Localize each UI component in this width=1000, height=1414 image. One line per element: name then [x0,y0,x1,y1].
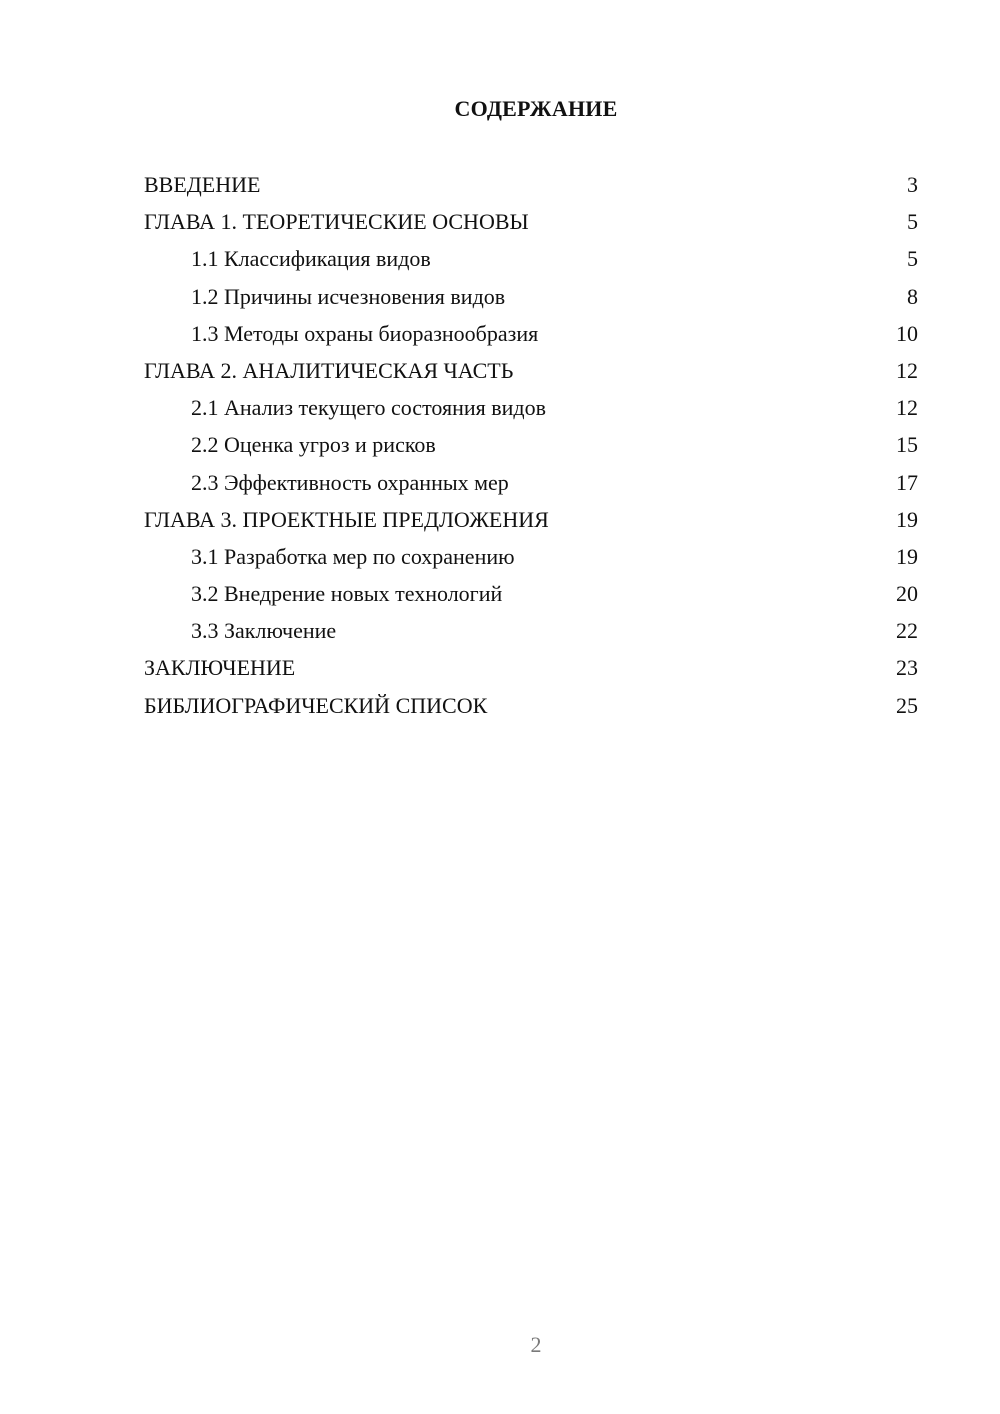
toc-entry [144,203,918,240]
toc-entry-label: 2.1 Анализ текущего состояния видов [191,395,547,421]
page-number: 2 [530,1332,542,1357]
toc-entry [144,389,918,426]
toc-entry-page: 12 [896,357,918,383]
toc-entry-label: ЗАКЛЮЧЕНИЕ [144,655,296,681]
toc-entry-page: 17 [896,469,918,495]
toc-entry [144,538,918,575]
toc-entry [144,649,918,686]
toc-entry [144,426,918,463]
toc-entry-page: 12 [896,395,918,421]
toc-entry-label: БИБЛИОГРАФИЧЕСКИЙ СПИСОК [144,692,488,718]
toc-entry-page: 19 [896,543,918,569]
toc-entry-label: 1.3 Методы охраны биоразнообразия [191,320,539,346]
toc-entry-page: 8 [907,283,918,309]
toc-entry [144,240,918,277]
toc-entry-label: 1.1 Классификация видов [191,246,431,272]
toc-entry [144,575,918,612]
toc-entry [144,352,918,389]
toc-entry-label: 2.2 Оценка угроз и рисков [191,432,436,458]
toc-entry-page: 10 [896,320,918,346]
toc-entry-page: 25 [896,692,918,718]
toc-entry-page: 22 [896,618,918,644]
toc-entry [144,464,918,501]
toc-entry-page: 19 [896,506,918,532]
toc-entry-label: ГЛАВА 3. ПРОЕКТНЫЕ ПРЕДЛОЖЕНИЯ [144,506,549,532]
toc-entry-label: 3.3 Заключение [191,618,337,644]
table-of-contents [144,166,918,724]
toc-entry-page: 5 [907,246,918,272]
toc-entry-label: 1.2 Причины исчезновения видов [191,283,506,309]
toc-entry [144,166,918,203]
toc-entry-label: 3.2 Внедрение новых технологий [191,581,503,607]
toc-entry-label: 3.1 Разработка мер по сохранению [191,543,515,569]
toc-entry-page: 20 [896,581,918,607]
toc-entry-label: ВВЕДЕНИЕ [144,172,261,197]
toc-entry-page: 15 [896,432,918,458]
toc-entry [144,612,918,649]
toc-entry-label: 2.3 Эффективность охранных мер [191,469,509,495]
toc-entry [144,687,918,724]
toc-entry-page: 5 [907,209,918,235]
toc-entry-page: 3 [907,172,918,197]
toc-entry-label: ГЛАВА 2. АНАЛИТИЧЕСКАЯ ЧАСТЬ [144,357,514,383]
toc-entry [144,278,918,315]
toc-entry-label: ГЛАВА 1. ТЕОРЕТИЧЕСКИЕ ОСНОВЫ [144,209,529,235]
toc-entry [144,501,918,538]
toc-entry-page: 23 [896,655,918,681]
toc-entry [144,315,918,352]
toc-title: СОДЕРЖАНИЕ [454,96,618,121]
